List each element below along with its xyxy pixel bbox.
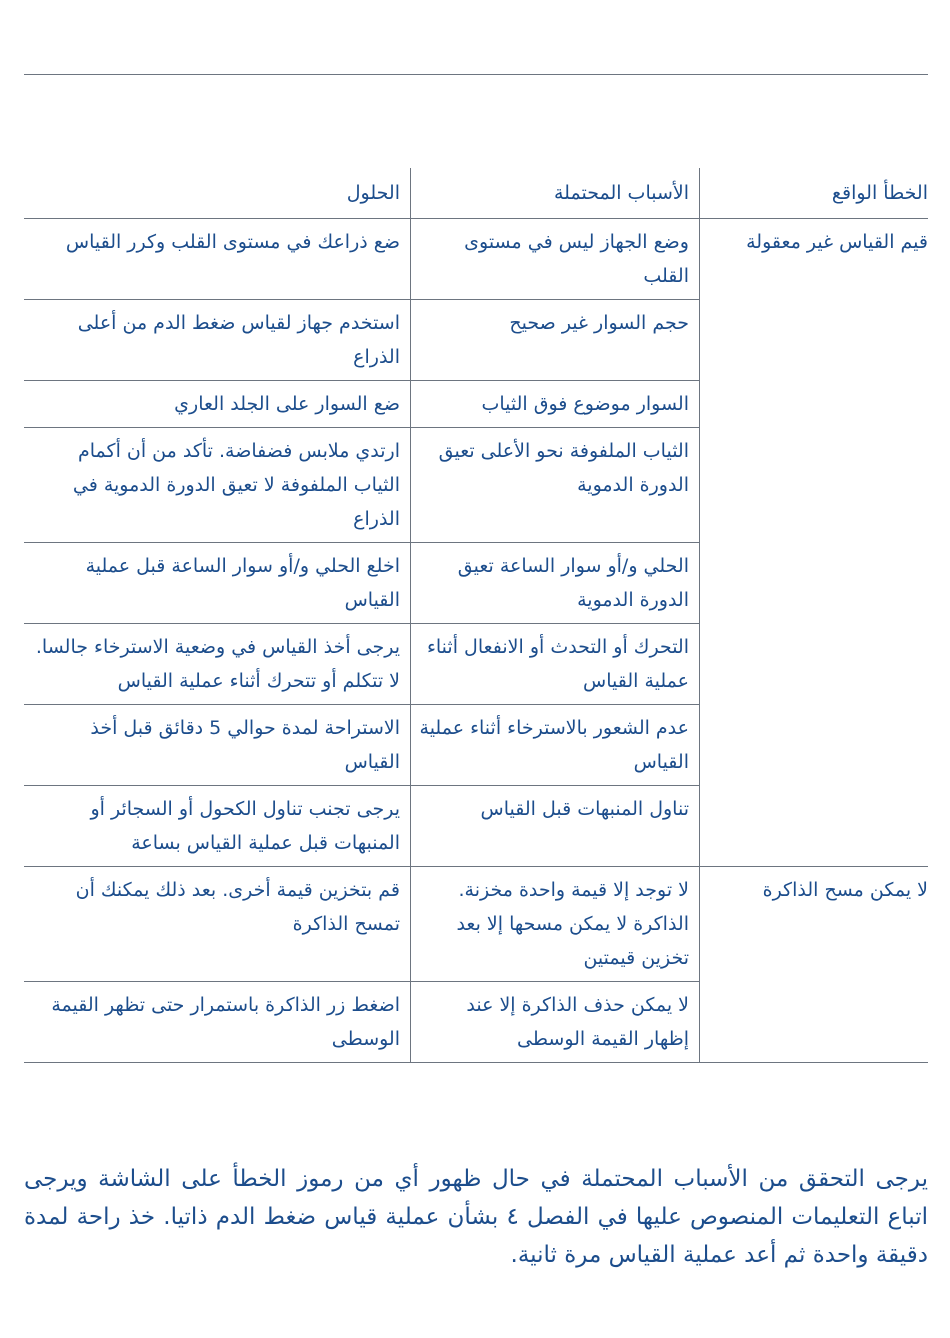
troubleshooting-table bbox=[24, 168, 928, 1063]
cause-cell: التحرك أو التحدث أو الانفعال أثناء عملية القياس bbox=[411, 624, 700, 705]
cause-cell: الحلي و/أو سوار الساعة تعيق الدورة الدموية bbox=[411, 543, 700, 624]
header-cause: الأسباب المحتملة bbox=[411, 168, 700, 219]
footer-note: يرجى التحقق من الأسباب المحتملة في حال ظهور أي من رموز الخطأ على الشاشة ويرجى اتباع التعليمات المنصوص عليها في الفصل ٤ بشأن عملية قياس ضغط الدم ذاتيا. خذ راحة لمدة دقيقة واحدة ثم أعد عملية القياس مرة ثانية. bbox=[24, 1166, 928, 1268]
cause-cell: تناول المنبهات قبل القياس bbox=[411, 786, 700, 867]
solution-cell: اضغط زر الذاكرة باستمرار حتى تظهر القيمة الوسطى bbox=[24, 982, 411, 1063]
cause-cell: الثياب الملفوفة نحو الأعلى تعيق الدورة الدموية bbox=[411, 428, 700, 543]
header-error: الخطأ الواقع bbox=[700, 168, 929, 219]
solution-cell: ضع السوار على الجلد العاري bbox=[24, 381, 411, 428]
table-row bbox=[24, 219, 928, 300]
cause-cell: عدم الشعور بالاسترخاء أثناء عملية القياس bbox=[411, 705, 700, 786]
header-solution: الحلول bbox=[24, 168, 411, 219]
table-row bbox=[24, 867, 928, 982]
error-cell: قيم القياس غير معقولة bbox=[700, 219, 929, 867]
solution-cell: الاستراحة لمدة حوالي 5 دقائق قبل أخذ القياس bbox=[24, 705, 411, 786]
cause-cell: حجم السوار غير صحيح bbox=[411, 300, 700, 381]
cause-cell: وضع الجهاز ليس في مستوى القلب bbox=[411, 219, 700, 300]
cause-cell: السوار موضوع فوق الثياب bbox=[411, 381, 700, 428]
solution-cell: استخدم جهاز لقياس ضغط الدم من أعلى الذراع bbox=[24, 300, 411, 381]
solution-cell: قم بتخزين قيمة أخرى. بعد ذلك يمكنك أن تمسح الذاكرة bbox=[24, 867, 411, 982]
cause-cell: لا توجد إلا قيمة واحدة مخزنة. الذاكرة لا يمكن مسحها إلا بعد تخزين قيمتين bbox=[411, 867, 700, 982]
table-header-row bbox=[24, 168, 928, 219]
solution-cell: اخلع الحلي و/أو سوار الساعة قبل عملية القياس bbox=[24, 543, 411, 624]
header-rule bbox=[24, 74, 928, 75]
cause-cell: لا يمكن حذف الذاكرة إلا عند إظهار القيمة الوسطى bbox=[411, 982, 700, 1063]
error-cell: لا يمكن مسح الذاكرة bbox=[700, 867, 929, 1063]
solution-cell: يرجى أخذ القياس في وضعية الاسترخاء جالسا. لا تتكلم أو تتحرك أثناء عملية القياس bbox=[24, 624, 411, 705]
solution-cell: ضع ذراعك في مستوى القلب وكرر القياس bbox=[24, 219, 411, 300]
solution-cell: ارتدي ملابس فضفاضة. تأكد من أن أكمام الثياب الملفوفة لا تعيق الدورة الدموية في الذراع bbox=[24, 428, 411, 543]
solution-cell: يرجى تجنب تناول الكحول أو السجائر أو المنبهات قبل عملية القياس بساعة bbox=[24, 786, 411, 867]
